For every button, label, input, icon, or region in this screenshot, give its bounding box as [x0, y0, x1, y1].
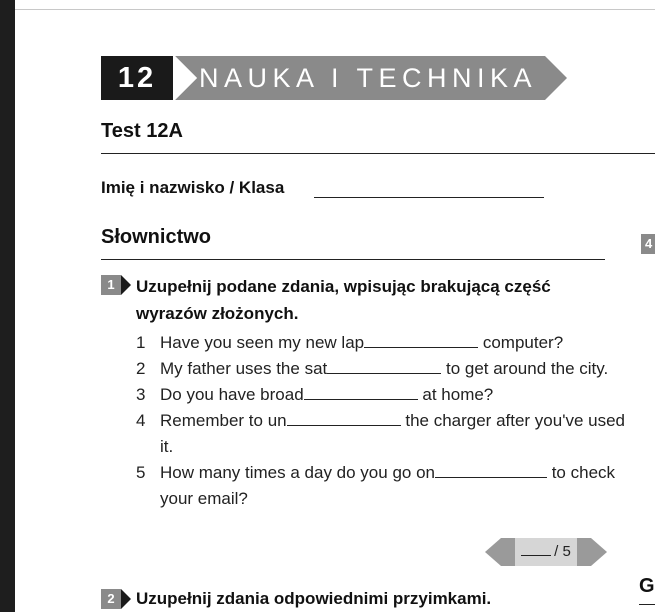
item-text-after: computer?	[478, 333, 564, 352]
exercise-1-items	[136, 330, 626, 512]
unit-header	[101, 56, 567, 100]
answer-blank[interactable]	[435, 462, 547, 478]
answer-blank[interactable]	[327, 358, 441, 374]
item-text-before: My father uses the sat	[160, 359, 328, 378]
item-number: 1	[136, 333, 146, 352]
exercise-2-instruction: Uzupełnij zdania odpowiednimi przyimkami.	[136, 589, 492, 608]
exercise-1-badge	[101, 275, 131, 295]
list-item	[136, 382, 626, 408]
exercise-1-number: 1	[107, 277, 115, 292]
score-field[interactable]	[515, 538, 577, 566]
answer-blank[interactable]	[287, 410, 401, 426]
item-text-before: Remember to un	[160, 411, 287, 430]
exercise-2-number: 2	[107, 591, 115, 606]
name-class-field[interactable]	[314, 197, 544, 198]
answer-blank[interactable]	[304, 384, 418, 400]
worksheet-page	[15, 0, 655, 612]
list-item	[136, 330, 626, 356]
item-text-after: at home?	[417, 385, 494, 404]
score-total: / 5	[554, 543, 571, 560]
item-text-after: to check your email?	[160, 463, 616, 508]
top-border	[15, 9, 655, 10]
exercise-1-instruction: Uzupełnij podane zdania, wpisując brakującą część wyrazów złożonych.	[136, 277, 551, 323]
item-number: 3	[136, 385, 146, 404]
test-title: Test 12A	[101, 120, 183, 142]
item-text-before: How many times a day do you go on	[160, 463, 435, 482]
list-item	[136, 408, 626, 460]
list-item	[136, 460, 626, 512]
item-number: 5	[136, 463, 146, 482]
score-blank[interactable]	[521, 541, 551, 556]
name-class-label: Imię i nazwisko / Klasa	[101, 178, 285, 197]
score-box	[485, 538, 607, 566]
item-number: 4	[136, 411, 146, 430]
answer-blank[interactable]	[364, 332, 478, 348]
section-title: Słownictwo	[101, 226, 211, 248]
list-item	[136, 356, 626, 382]
item-text-before: Have you seen my new lap	[160, 333, 365, 352]
side-exercise-tab: 4	[641, 234, 655, 254]
unit-title: NAUKA I TECHNIKA	[199, 63, 538, 93]
item-text-after: the charger after you've used it.	[160, 411, 626, 456]
divider	[101, 153, 655, 154]
side-section-divider	[639, 604, 655, 605]
side-section-letter: G	[639, 575, 655, 597]
item-text-before: Do you have broad	[160, 385, 304, 404]
item-number: 2	[136, 359, 146, 378]
exercise-2-badge	[101, 589, 131, 609]
item-text-after: to get around the city.	[441, 359, 609, 378]
unit-number: 12	[117, 62, 157, 94]
section-divider	[101, 259, 605, 260]
